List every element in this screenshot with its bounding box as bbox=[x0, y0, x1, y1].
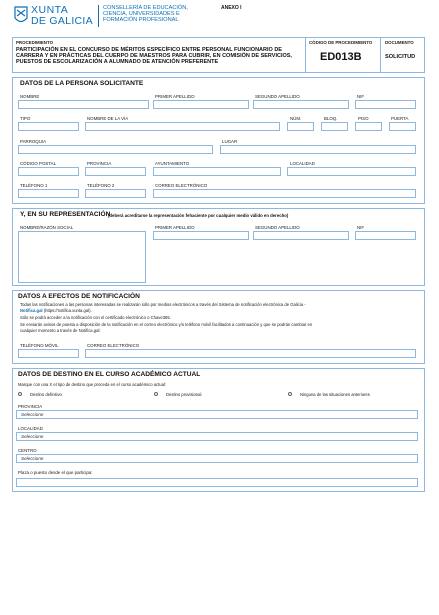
applicant-title: DATOS DE LA PERSONA SOLICITANTE bbox=[20, 80, 144, 87]
dept-line-1: CONSELLERÍA DE EDUCACIÓN, bbox=[103, 5, 188, 11]
correo-label: CORREO ELECTRÓNICO bbox=[155, 183, 208, 188]
ayuntamiento-label: AYUNTAMIENTO bbox=[155, 161, 190, 166]
rep-nif-label: NIF bbox=[357, 225, 365, 230]
lugar-label: LUGAR bbox=[222, 139, 238, 144]
notification-p1a: Todas las notificaciones a las personas interesadas se realizarán sólo por medios electrónicos a través del Sistema de notificación electrónica de Galicia - bbox=[20, 302, 306, 307]
puerta-input[interactable] bbox=[389, 122, 416, 131]
razon-social-input[interactable] bbox=[18, 231, 146, 283]
radio-destino-provisional[interactable] bbox=[154, 392, 158, 396]
nombre-via-input[interactable] bbox=[85, 122, 280, 131]
annex-label: ANEXO I bbox=[221, 5, 242, 11]
piso-input[interactable] bbox=[355, 122, 382, 131]
notif-correo-label: CORREO ELECTRÓNICO bbox=[87, 343, 140, 348]
telefono2-label: TELÉFONO 2 bbox=[87, 183, 115, 188]
logo-line-1: XUNTA bbox=[31, 4, 69, 16]
logo-line-2: DE GALICIA bbox=[31, 15, 93, 27]
segundo-apellido-label: SEGUNDO APELLIDO bbox=[255, 94, 300, 99]
provincia-input[interactable] bbox=[85, 167, 146, 176]
codigo-postal-label: CÓDIGO POSTAL bbox=[20, 161, 57, 166]
telefono2-input[interactable] bbox=[85, 189, 146, 198]
notifica-link[interactable]: Notifica.gal bbox=[20, 308, 43, 313]
parroquia-label: PARROQUIA bbox=[20, 139, 47, 144]
procedure-label: PROCEDIMIENTO bbox=[16, 40, 53, 45]
xunta-logo bbox=[14, 4, 96, 30]
segundo-apellido-input[interactable] bbox=[253, 100, 349, 109]
dest-centro-label: CENTRO bbox=[18, 448, 37, 453]
destination-title: DATOS DE DESTINO EN EL CURSO ACADÉMICO ACTUAL bbox=[18, 371, 201, 378]
destino-provisional-label: Destino provisional bbox=[166, 391, 202, 397]
radio-ninguna[interactable] bbox=[288, 392, 292, 396]
plaza-input[interactable] bbox=[16, 478, 418, 487]
puerta-label: PUERTA bbox=[391, 116, 409, 121]
procedure-code-label: CÓDIGO DE PROCEDIMIENTO bbox=[309, 40, 373, 45]
tipo-label: TIPO bbox=[20, 116, 31, 121]
ninguna-label: Ninguna de las situaciones anteriores bbox=[300, 391, 370, 397]
notification-p1b bbox=[20, 308, 92, 313]
notification-title: DATOS A EFECTOS DE NOTIFICACIÓN bbox=[18, 293, 140, 300]
procedure-divider-1 bbox=[305, 37, 306, 73]
rep-primer-apellido-input[interactable] bbox=[153, 231, 249, 240]
dept-line-2: CIENCIA, UNIVERSIDADES E bbox=[103, 11, 180, 18]
dest-localidad-label: LOCALIDAD bbox=[18, 426, 43, 431]
lugar-input[interactable] bbox=[220, 145, 416, 154]
nombre-input[interactable] bbox=[18, 100, 149, 109]
department-name bbox=[103, 5, 188, 24]
piso-label: PISO bbox=[358, 116, 369, 121]
notification-p3b: cualquier momento a través de Notifica.gal: bbox=[20, 328, 101, 333]
localidad-select[interactable]: Seleccione bbox=[16, 432, 418, 441]
rep-primer-apellido-label: PRIMER APELLIDO bbox=[155, 225, 195, 230]
xunta-logo-emblem bbox=[14, 6, 28, 26]
centro-select[interactable]: Seleccione bbox=[16, 454, 418, 463]
localidad-input[interactable] bbox=[287, 167, 416, 176]
provincia-select[interactable]: Seleccione bbox=[16, 410, 418, 419]
plaza-label: Plaza o puesto desde el que participa: bbox=[18, 470, 93, 475]
correo-input[interactable] bbox=[153, 189, 416, 198]
bloq-label: BLOQ. bbox=[324, 116, 338, 121]
procedure-code: ED013B bbox=[320, 51, 362, 63]
document-type: SOLICITUD bbox=[385, 54, 416, 60]
primer-apellido-input[interactable] bbox=[153, 100, 249, 109]
num-input[interactable] bbox=[287, 122, 314, 131]
nombre-label: NOMBRE bbox=[20, 94, 40, 99]
movil-label: TELÉFONO MÓVIL bbox=[20, 343, 59, 348]
notification-p3a: Se enviarán avisos de puesta a disposición de la notificación en el correo electrónico y/o teléfono móvil facilitados a continuación y que se podrán cambiar en bbox=[20, 322, 313, 327]
dept-line-3: FORMACIÓN PROFESIONAL bbox=[103, 17, 179, 24]
rep-nif-input[interactable] bbox=[355, 231, 416, 240]
nif-input[interactable] bbox=[355, 100, 416, 109]
bloq-input[interactable] bbox=[321, 122, 348, 131]
localidad-label: LOCALIDAD bbox=[290, 161, 315, 166]
num-label: NÚM. bbox=[290, 116, 302, 121]
tipo-input[interactable] bbox=[18, 122, 79, 131]
destination-instruction: Marque con una X el tipo de destino que proceda en el curso académico actual: bbox=[18, 382, 167, 387]
parroquia-input[interactable] bbox=[18, 145, 213, 154]
movil-input[interactable] bbox=[18, 349, 79, 358]
rep-segundo-apellido-label: SEGUNDO APELLIDO bbox=[255, 225, 300, 230]
header-divider bbox=[98, 5, 99, 27]
provincia-label: PROVINCIA bbox=[87, 161, 112, 166]
document-label: DOCUMENTO bbox=[385, 40, 414, 45]
telefono1-input[interactable] bbox=[18, 189, 79, 198]
codigo-postal-input[interactable] bbox=[18, 167, 79, 176]
dest-provincia-label: PROVINCIA bbox=[18, 404, 43, 409]
notifica-url: (https://notifica.xunta.gal). bbox=[42, 308, 92, 313]
ayuntamiento-input[interactable] bbox=[153, 167, 281, 176]
rep-segundo-apellido-input[interactable] bbox=[253, 231, 349, 240]
representation-title: Y, EN SU REPRESENTACIÓN bbox=[20, 211, 111, 218]
telefono1-label: TELÉFONO 1 bbox=[20, 183, 48, 188]
procedure-divider-2 bbox=[380, 37, 381, 73]
notif-correo-input[interactable] bbox=[85, 349, 416, 358]
destino-definitivo-label: Destino definitivo bbox=[30, 391, 62, 397]
notification-p2: Sólo se podrá acceder a la notificación con el certificado electrónico o Chave365. bbox=[20, 315, 171, 320]
razon-social-label: NOMBRE/RAZÓN SOCIAL bbox=[20, 225, 74, 230]
radio-destino-definitivo[interactable] bbox=[18, 392, 22, 396]
procedure-text: PARTICIPACIÓN EN EL CONCURSO DE MÉRITOS ESPECÍFICO ENTRE PERSONAL FUNCIONARIO DE CARRERA Y EN PRÁCTICAS DEL CUERPO DE MAESTROS PARA CUBRIR, EN COMISIÓN DE SERVICIOS, PUESTOS DE ESCOLARIZACIÓN A ALUMNADO DE ATENCIÓN PREFERENTE bbox=[16, 47, 292, 66]
primer-apellido-label: PRIMER APELLIDO bbox=[155, 94, 195, 99]
representation-note: (deberá acreditarse la representación fehaciente por cualquier medio válido en derecho) bbox=[108, 212, 289, 218]
nif-label: NIF bbox=[357, 94, 365, 99]
nombre-via-label: NOMBRE DE LA VÍA bbox=[87, 116, 129, 121]
